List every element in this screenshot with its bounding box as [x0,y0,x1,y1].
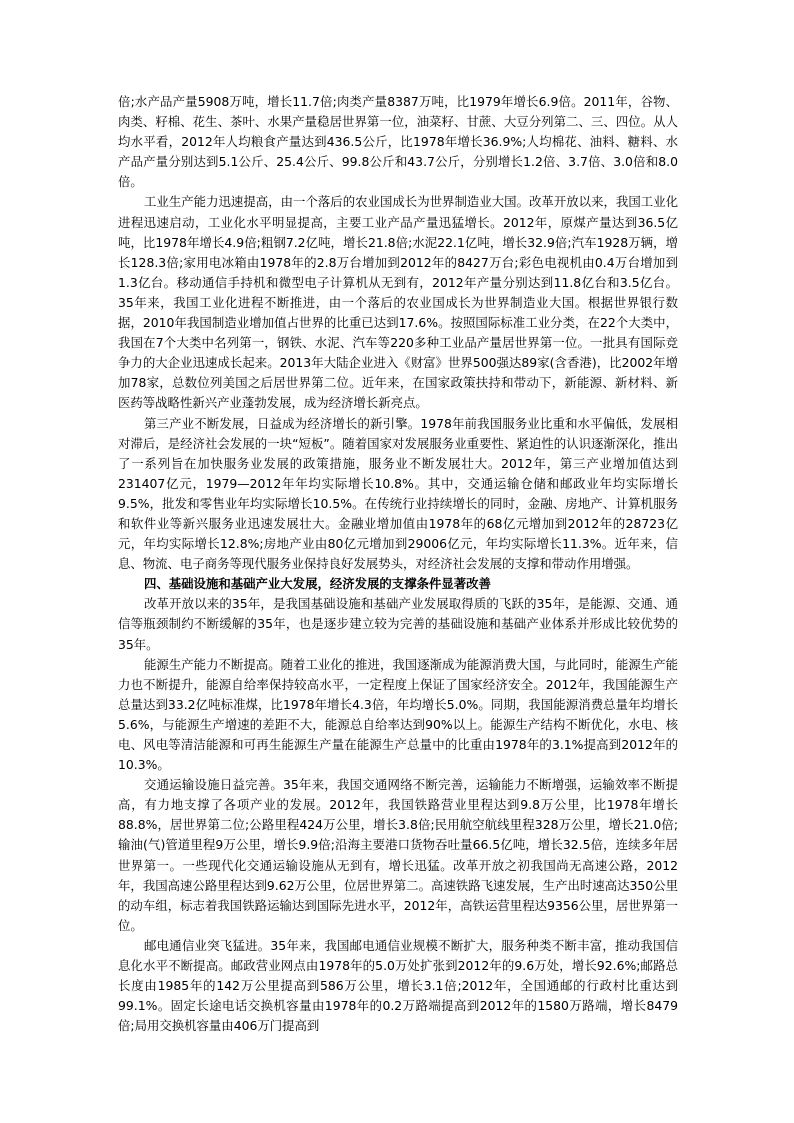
paragraph-energy: 能源生产能力不断提高。随着工业化的推进，我国逐渐成为能源消费大国，与此同时，能源生产能力也不断提升，能源自给率保持较高水平，一定程度上保证了国家经济安全。2012年，我国能源生产总量达到33.2亿吨标准煤，比1978年增长4.3倍，年均增长5.0%。同期，我国能源消费总量年均增长5.6%，与能源生产增速的差距不大，能源总自给率达到90%以上。能源生产结构不断优化，水电、核电、风电等清洁能源和可再生能源生产量在能源生产总量中的比重由1978年的3.1%提高到2012年的10.3%。 [118,656,678,773]
paragraph-post-telecom: 邮电通信业突飞猛进。35年来，我国邮电通信业规模不断扩大，服务种类不断丰富，推动我国信息化水平不断提高。邮政营业网点由1978年的5.0万处扩张到2012年的9.6万处，增长92.6%;邮路总长度由1985年的142万公里提高到586万公里，增长3.1倍;2012年，全国通邮的行政村比重达到99.1%。固定长途电话交换机容量由1978年的0.2万路端提高到2012年的1580万路端，增长8479倍;局用交换机容量由406万门提高到 [118,937,678,1034]
document-page [118,92,678,1036]
paragraph-agriculture-continued: 倍;水产品产量5908万吨，增长11.7倍;肉类产量8387万吨，比1979年增长6.9倍。2011年，谷物、肉类、籽棉、花生、茶叶、水果产量稳居世界第一位，油菜籽、甘蔗、大豆分列第二、三、四位。从人均水平看，2012年人均粮食产量达到436.5公斤，比1978年增长36.9%;人均棉花、油料、糖料、水产品产量分别达到5.1公斤、25.4公斤、99.8公斤和43.7公斤，分别增长1.2倍、3.7倍、3.0倍和8.0倍。 [118,94,678,190]
paragraph-tertiary-industry: 第三产业不断发展，日益成为经济增长的新引擎。1978年前我国服务业比重和水平偏低，发展相对滞后，是经济社会发展的一块“短板”。随着国家对发展服务业重要性、紧迫性的认识逐渐深化，推出了一系列旨在加快服务业发展的政策措施，服务业不断发展壮大。2012年，第三产业增加值达到231407亿元，1979—2012年年均实际增长10.8%。其中，交通运输仓储和邮政业年均实际增长9.5%，批发和零售业年均实际增长10.5%。在传统行业持续增长的同时，金融、房地产、计算机服务和软件业等新兴服务业迅速发展壮大。金融业增加值由1978年的68亿元增加到2012年的28723亿元，年均实际增长12.8%;房地产业由80亿元增加到29006亿元，年均实际增长11.3%。近年来，信息、物流、电子商务等现代服务业保持良好发展势头，对经济社会发展的支撑和带动作用增强。 [118,415,678,572]
section-heading-infrastructure: 四、基础设施和基础产业大发展，经济发展的支撑条件显著改善 [144,576,491,592]
paragraph-industry: 工业生产能力迅速提高，由一个落后的农业国成长为世界制造业大国。改革开放以来，我国工业化进程迅速启动，工业化水平明显提高，主要工业产品产量迅猛增长。2012年，原煤产量达到36.5亿吨，比1978年增长4.9倍;粗钢7.2亿吨，增长21.8倍;水泥22.1亿吨，增长32.9倍;汽车1928万辆，增长128.3倍;家用电冰箱由1978年的2.8万台增加到2012年的8427万台;彩色电视机由0.4万台增加到1.3亿台。移动通信手持机和微型电子计算机从无到有，2012年产量分别达到11.8亿台和3.5亿台。35年来，我国工业化进程不断推进，由一个落后的农业国成长为世界制造业大国。根据世界银行数据，2010年我国制造业增加值占世界的比重已达到17.6%。按照国际标准工业分类，在22个大类中，我国在7个大类中名列第一，钢铁、水泥、汽车等220多种工业品产量居世界第一位。一批具有国际竞争力的大企业迅速成长起来。2013年大陆企业进入《财富》世界500强达89家(含香港)，比2002年增加78家，总数位列美国之后居世界第二位。近年来，在国家政策扶持和带动下，新能源、新材料、新医药等战略性新兴产业蓬勃发展，成为经济增长新亮点。 [118,194,678,411]
paragraph-transport: 交通运输设施日益完善。35年来，我国交通网络不断完善，运输能力不断增强，运输效率不断提高，有力地支撑了各项产业的发展。2012年，我国铁路营业里程达到9.8万公里，比1978年增长88.8%，居世界第二位;公路里程424万公里，增长3.8倍;民用航空航线里程328万公里，增长21.0倍;输油(气)管道里程9万公里，增长9.9倍;沿海主要港口货物吞吐量66.5亿吨，增长32.5倍，连续多年居世界第一。一些现代化交通运输设施从无到有，增长迅猛。改革开放之初我国尚无高速公路，2012年，我国高速公路里程达到9.62万公里，位居世界第二。高速铁路飞速发展，生产出时速高达350公里的动车组，标志着我国铁路运输达到国际先进水平，2012年，高铁运营里程达9356公里，居世界第一位。 [118,777,678,933]
paragraph-infrastructure-intro: 改革开放以来的35年，是我国基础设施和基础产业发展取得质的飞跃的35年，是能源、交通、通信等瓶颈制约不断缓解的35年，也是逐步建立较为完善的基础设施和基础产业体系并形成比较优势的35年。 [118,596,678,652]
